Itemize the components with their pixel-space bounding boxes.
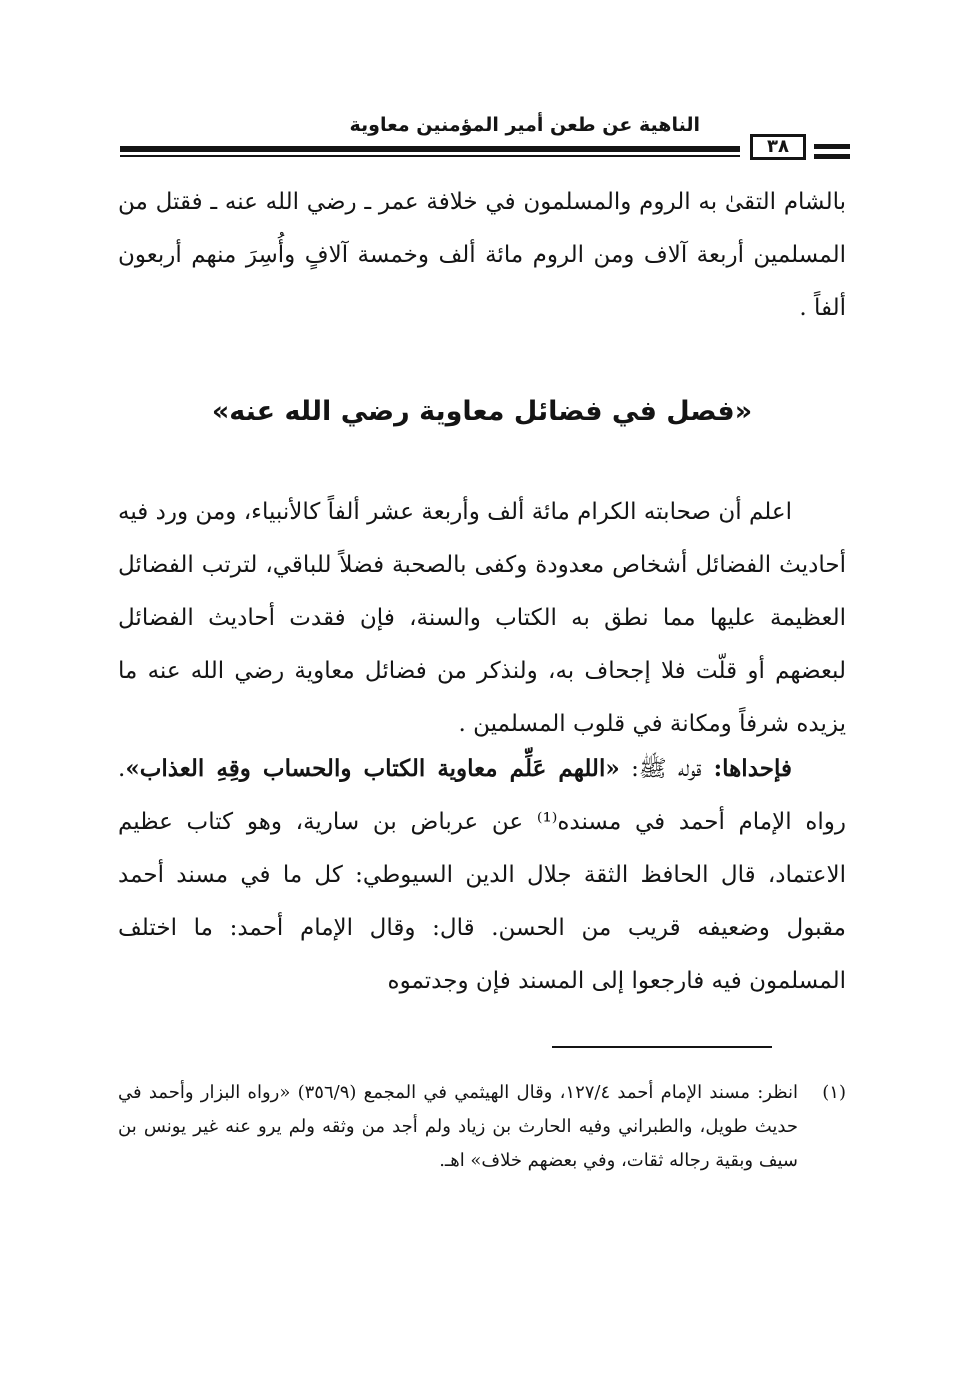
intro-paragraph: بالشام التقىٰ به الروم والمسلمون في خلافة عمر ـ رضي الله عنه ـ فقتل من المسلمين أربعة آلاف ومن الروم مائة ألف وخمسة آلافٍ وأُسِرَ منهم أربعون ألفاً .	[118, 189, 846, 321]
header-rule-thick	[120, 146, 740, 152]
page-header	[118, 108, 850, 172]
header-rule-right-top	[814, 144, 850, 149]
first-virtue-lead: فإحداها:	[701, 755, 792, 782]
quote-intro: قوله ﷺ:	[619, 756, 702, 782]
hadith-text: «اللهم عَلِّم معاوية الكتاب والحساب وقِهِ العذاب»	[125, 755, 620, 782]
footnote-separator	[552, 1046, 772, 1048]
page-number: ٣٨	[750, 134, 806, 160]
footnote-text: انظر: مسند الإمام أحمد ١٢٧/٤، وقال الهيثمي في المجمع (٣٥٦/٩) «رواه البزار وأحمد في حديث طويل، والطبراني وفيه الحارث بن زياد ولم أجد من وثقه ولم يرو عنه غير يونس بن سيف وبقية رجاله ثقات، وفي بعضهم خلاف» اهـ.	[118, 1082, 798, 1171]
footnote	[118, 1076, 846, 1178]
footnote-number: (١)	[822, 1082, 846, 1103]
header-rule-thin	[120, 155, 740, 157]
first-virtue-paragraph	[118, 742, 846, 1008]
running-title: الناهية عن طعن أمير المؤمنين معاوية	[349, 114, 700, 136]
first-virtue-rest: . رواه الإمام أحمد في مسنده⁽¹⁾ عن عرباض بن سارية، وهو كتاب عظيم الاعتماد، قال الحافظ الثقة جلال الدين السيوطي: كل ما في مسند أحمد مقبول وضعيفه قريب من الحسن. قال: وقال الإمام أحمد: ما اختلف المسلمون فيه فارجعوا إلى المسند فإن وجدتموه	[118, 756, 846, 994]
virtues-paragraph: اعلم أن صحابته الكرام مائة ألف وأربعة عشر ألفاً كالأنبياء، ومن ورد فيه أحاديث الفضائل أشخاص معدودة وكفى بالصحبة فضلاً للباقي، لترتب الفضائل العظيمة عليها مما نطق به الكتاب والسنة، فإن فقدت أحاديث الفضائل لبعضهم أو قلّت فلا إجحاف به، ولنذكر من فضائل معاوية رضي الله عنه ما يزيده شرفاً ومكانة في قلوب المسلمين .	[118, 499, 846, 737]
header-rule-right-bottom	[814, 154, 850, 159]
section-heading: «فصل في فضائل معاوية رضي الله عنه»	[211, 396, 753, 427]
